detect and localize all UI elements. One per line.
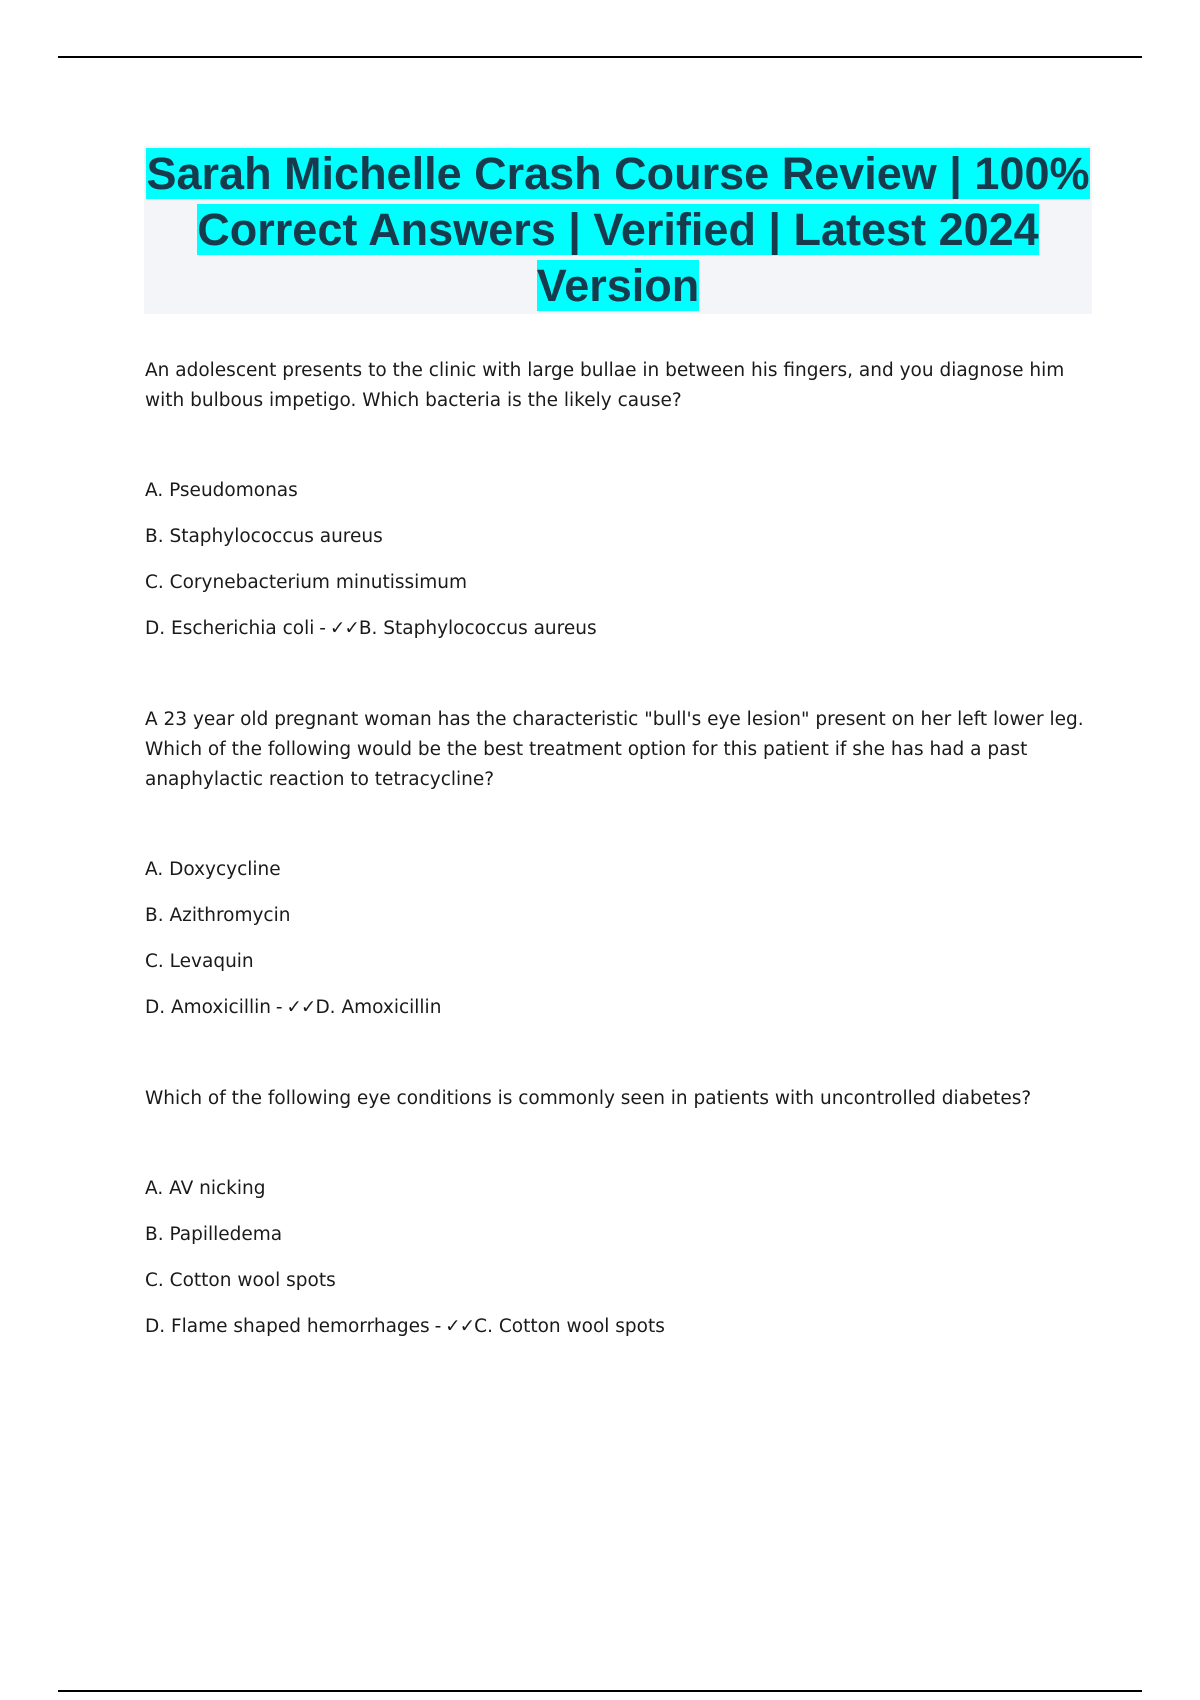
question-block-3 (145, 1084, 1095, 1342)
option-list (145, 1174, 1095, 1342)
option-b: B. Azithromycin (145, 905, 291, 926)
option-a: A. AV nicking (145, 1178, 266, 1199)
answer-checkmark-icon: - ✓✓ (429, 1316, 475, 1337)
title-box (144, 146, 1092, 314)
option-d: D. Escherichia coli (145, 618, 315, 639)
option-d-with-answer (145, 614, 1095, 644)
option-b: B. Staphylococcus aureus (145, 526, 383, 547)
question-text: Which of the following eye conditions is commonly seen in patients with uncontrolled diabetes? (145, 1088, 1032, 1109)
option-c: C. Levaquin (145, 951, 254, 972)
option-d-with-answer (145, 993, 1095, 1023)
question-text: A 23 year old pregnant woman has the characteristic "bull's eye lesion" present on her left lower leg. Which of the following would be the best treatment option for this patient if she has had a past anaphylactic reaction to tetracycline? (145, 709, 1084, 790)
document-title-highlight: Sarah Michelle Crash Course Review | 100% Correct Answers | Verified | Latest 2024 Version (146, 148, 1090, 311)
answer-checkmark-icon: - ✓✓ (270, 997, 316, 1018)
option-b: B. Papilledema (145, 1224, 283, 1245)
option-a: A. Doxycycline (145, 859, 281, 880)
answer-checkmark-icon: - ✓✓ (314, 618, 359, 639)
option-list (145, 476, 1095, 644)
option-d-with-answer (145, 1312, 1095, 1342)
question-block-1 (145, 356, 1095, 644)
bottom-rule (58, 1690, 1142, 1692)
question-text: An adolescent presents to the clinic with large bullae in between his fingers, and you diagnose him with bulbous impetigo. Which bacteria is the likely cause? (145, 360, 1065, 411)
option-a: A. Pseudomonas (145, 480, 298, 501)
document-title (144, 146, 1092, 314)
option-c: C. Corynebacterium minutissimum (145, 572, 468, 593)
option-d: D. Flame shaped hemorrhages (145, 1316, 430, 1337)
correct-answer: C. Cotton wool spots (474, 1316, 665, 1337)
correct-answer: B. Staphylococcus aureus (358, 618, 597, 639)
option-d: D. Amoxicillin (145, 997, 271, 1018)
question-block-2 (145, 705, 1095, 1023)
option-list (145, 855, 1095, 1023)
question-list (145, 356, 1095, 1342)
top-rule (58, 56, 1142, 58)
option-c: C. Cotton wool spots (145, 1270, 336, 1291)
correct-answer: D. Amoxicillin (315, 997, 442, 1018)
